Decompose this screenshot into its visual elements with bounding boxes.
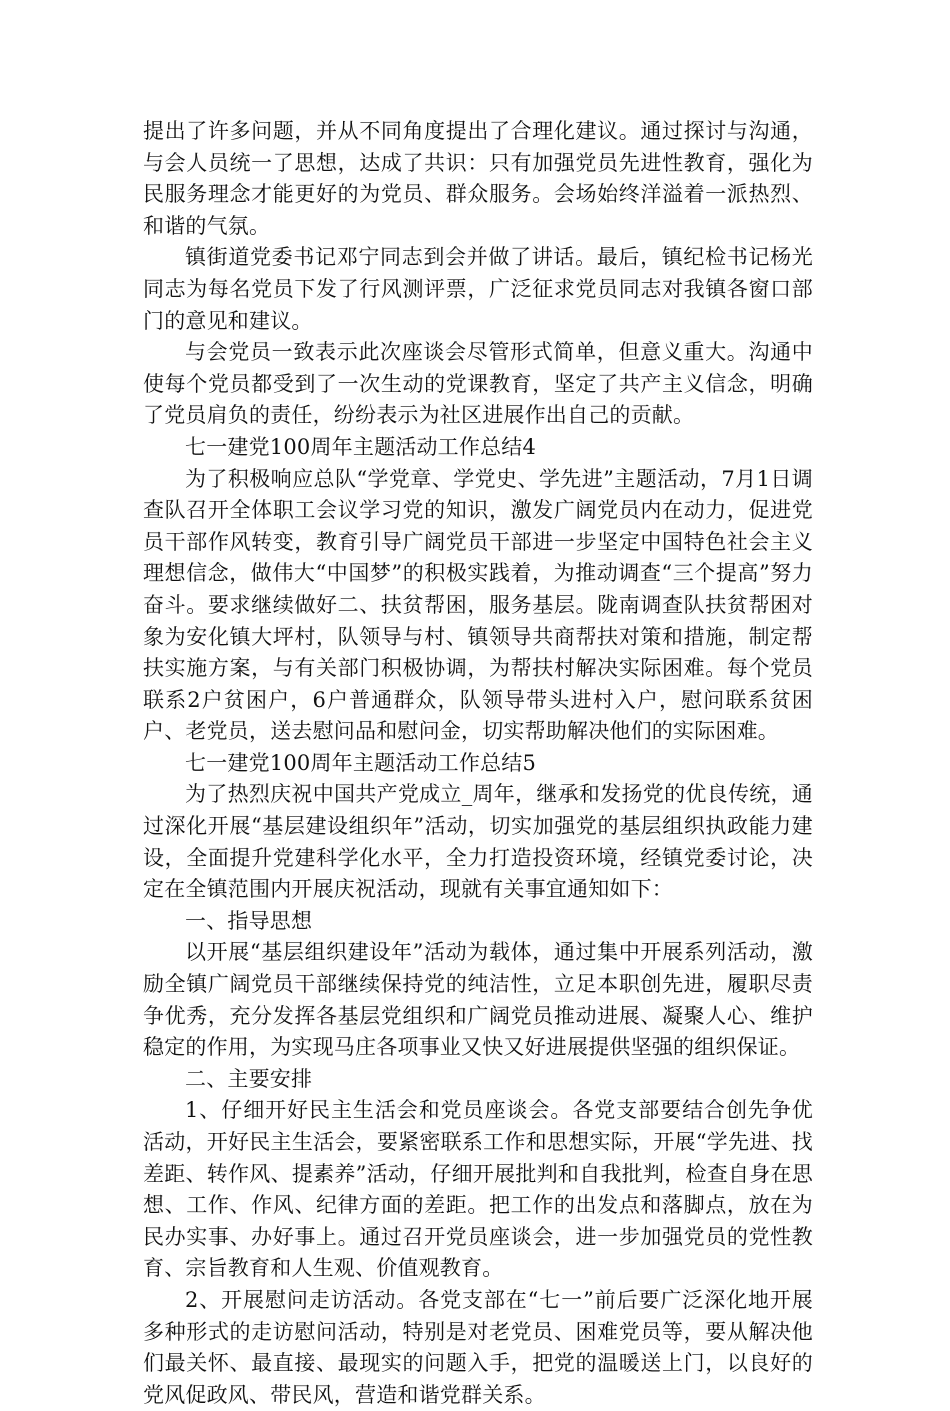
paragraph: 为了积极响应总队“学党章、学党史、学先进”主题活动，7月1日调查队召开全体职工会议学习党的知识，激发广阔党员内在动力，促进党员干部作风转变，教育引导广阔党员干部进一步坚定中国特色社会主义理想信念，做伟大“中国梦”的积极实践着，为推动调查“三个提高”努力奋斗。要求继续做好二、扶贫帮困，服务基层。陇南调查队扶贫帮困对象为安化镇大坪村，队领导与村、镇领导共商帮扶对策和措施，制定帮扶实施方案，与有关部门积极协调，为帮扶村解决实际困难。每个党员联系2户贫困户，6户普通群众，队领导带头进村入户，慰问联系贫困户、老党员，送去慰问品和慰问金，切实帮助解决他们的实际困难。 [143, 466, 813, 744]
section-heading: 二、主要安排 [185, 1066, 313, 1091]
document-body [143, 116, 813, 1411]
paragraph: 镇街道党委书记邓宁同志到会并做了讲话。最后，镇纪检书记杨光同志为每名党员下发了行风测评票，广泛征求党员同志对我镇各窗口部门的意见和建议。 [143, 245, 813, 333]
paragraph: 2、开展慰问走访活动。各党支部在“七一”前后要广泛深化地开展多种形式的走访慰问活动，特别是对老党员、困难党员等，要从解决他们最关怀、最直接、最现实的问题入手，把党的温暖送上门，以良好的党风促政风、带民风，营造和谐党群关系。 [143, 1287, 813, 1407]
section-heading: 七一建党100周年主题活动工作总结5 [185, 750, 537, 775]
paragraph: 以开展“基层组织建设年”活动为载体，通过集中开展系列活动，激励全镇广阔党员干部继续保持党的纯洁性，立足本职创先进，履职尽责争优秀，充分发挥各基层党组织和广阔党员推动进展、凝聚人心、维护稳定的作用，为实现马庄各项事业又快又好进展提供坚强的组织保证。 [143, 940, 813, 1060]
paragraph: 为了热烈庆祝中国共产党成立_周年，继承和发扬党的优良传统，通过深化开展“基层建设组织年”活动，切实加强党的基层组织执政能力建设，全面提升党建科学化水平，全力打造投资环境，经镇党委讨论，决定在全镇范围内开展庆祝活动，现就有关事宜通知如下： [143, 782, 813, 902]
paragraph: 与会党员一致表示此次座谈会尽管形式简单，但意义重大。沟通中使每个党员都受到了一次生动的党课教育，坚定了共产主义信念，明确了党员肩负的责任，纷纷表示为社区进展作出自己的贡献。 [143, 340, 813, 428]
paragraph: 1、仔细开好民主生活会和党员座谈会。各党支部要结合创先争优活动，开好民主生活会，要紧密联系工作和思想实际，开展“学先进、找差距、转作风、提素养”活动，仔细开展批判和自我批判，检查自身在思想、工作、作风、纪律方面的差距。把工作的出发点和落脚点，放在为民办实事、办好事上。通过召开党员座谈会，进一步加强党员的党性教育、宗旨教育和人生观、价值观教育。 [143, 1098, 813, 1281]
section-heading: 一、指导思想 [185, 908, 313, 933]
section-heading: 七一建党100周年主题活动工作总结4 [185, 434, 537, 459]
paragraph: 提出了许多问题，并从不同角度提出了合理化建议。通过探讨与沟通，与会人员统一了思想，达成了共识：只有加强党员先进性教育，强化为民服务理念才能更好的为党员、群众服务。会场始终洋溢着一派热烈、和谐的气氛。 [143, 119, 813, 238]
